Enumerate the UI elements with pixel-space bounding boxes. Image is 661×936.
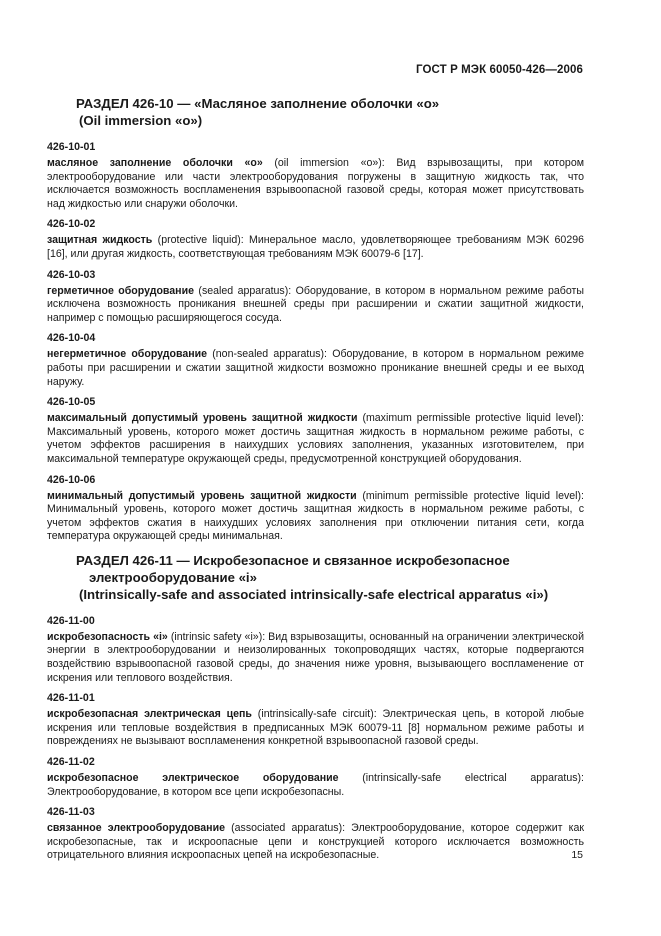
standard-header: ГОСТ Р МЭК 60050-426—2006 xyxy=(416,64,583,76)
term-definition xyxy=(47,348,584,389)
term-name: герметичное оборудование xyxy=(47,284,194,297)
term-definition xyxy=(47,412,584,466)
term-body: (intrinsic safety «i»): Вид взрывозащиты, основанный на ограничении электрической энергии в электрооборудовании и неизолированных токопроводящих частях, которые подвергаются воздействию взрывоопасной газовой среды, до значения ниже уровня, вызывающего воспламенение от искрения или теплового воздействия. xyxy=(47,630,584,684)
term-426-10-01 xyxy=(47,140,584,211)
term-definition xyxy=(47,490,584,544)
term-definition xyxy=(47,708,584,749)
term-name: минимальный допустимый уровень защитной жидкости xyxy=(47,489,357,502)
term-body: (intrinsically-safe electrical apparatus): Электрооборудование, в котором все цепи искробезопасны. xyxy=(47,772,584,798)
term-426-11-02 xyxy=(47,755,584,799)
term-definition xyxy=(47,772,584,799)
term-name: максимальный допустимый уровень защитной жидкости xyxy=(47,412,358,425)
term-body: (oil immersion «o»): Вид взрывозащиты, при котором электрооборудование или части электрооборудования погружены в защитную жидкость так, что исключается возможность воспламенения взрывоопасной газовой среды, которая может присутствовать над жидкостью или снаружи оболочки. xyxy=(47,157,584,210)
term-number: 426-10-06 xyxy=(47,473,96,486)
section-title-426-11 xyxy=(76,552,584,603)
term-body: (associated apparatus): Электрооборудование, которое содержит как искробезопасные, так и искроопасные цепи и конструкцией которого исключается возможность отрицательного влияния искроопасных цепей на искробезопасные. xyxy=(47,822,584,862)
term-number: 426-11-03 xyxy=(47,806,95,819)
term-name: искробезопасное электрическое оборудование xyxy=(47,772,339,785)
term-number: 426-10-03 xyxy=(47,268,96,281)
term-definition xyxy=(47,285,584,326)
term-426-10-04 xyxy=(47,331,584,389)
term-name: негерметичное оборудование xyxy=(47,348,208,361)
term-body: (maximum permissible protective liquid level): Максимальный уровень, которого может достичь защитная жидкость в нормальном режиме работы, с учетом эффектов расширения в наихудших условиях заполнения, указанных изготовителем, при максимальной температуре окружающей среды, предусмотренной конструкцией оборудования. xyxy=(47,412,584,465)
page-content xyxy=(47,95,584,869)
term-number: 426-11-02 xyxy=(47,756,95,769)
term-426-11-00 xyxy=(47,614,584,685)
term-426-11-03 xyxy=(47,805,584,863)
page-number: 15 xyxy=(571,849,583,861)
term-426-11-01 xyxy=(47,691,584,749)
term-name: масляное заполнение оболочки «о» xyxy=(47,157,263,169)
term-number: 426-11-00 xyxy=(47,614,95,627)
term-426-10-06 xyxy=(47,473,584,544)
term-name: связанное электрооборудование xyxy=(47,822,225,835)
section-title-line1: РАЗДЕЛ 426-10 — «Масляное заполнение оболочки «о» xyxy=(76,96,440,111)
term-number: 426-11-01 xyxy=(47,692,95,705)
term-definition xyxy=(47,157,584,211)
term-definition xyxy=(47,234,584,261)
term-definition xyxy=(47,822,584,863)
section-title-line2: электрооборудование «i» xyxy=(89,569,257,585)
section-title-426-10 xyxy=(76,95,584,129)
term-426-10-03 xyxy=(47,268,584,326)
term-name: защитная жидкость xyxy=(47,234,153,247)
term-body: (intrinsically-safe circuit): Электрическая цепь, в которой любые искрения или тепловые воздействия в предписанных МЭК 60079-11 [8] нормальном режиме работы и повреждениях не вызывают воспламенения конкретной взрывоопасной газовой среды. xyxy=(47,708,585,748)
term-426-10-02 xyxy=(47,217,584,261)
term-number: 426-10-05 xyxy=(47,396,96,409)
term-body: (protective liquid): Минеральное масло, удовлетворяющее требованиям МЭК 60296 [16], или другая жидкость, соответствующая требованиям МЭК 60079-6 [17]. xyxy=(47,234,584,260)
term-name: искробезопасная электрическая цепь xyxy=(47,708,252,721)
term-body: (sealed apparatus): Оборудование, в котором в нормальном режиме работы исключена возможность проникания внешней среды при расширении и сжатии защитной жидкости, например с помощью расширяющегося сосуда. xyxy=(47,284,584,324)
section-title-line1: РАЗДЕЛ 426-11 — Искробезопасное и связанное искробезопасное xyxy=(76,552,510,568)
section-title-line2: (Oil immersion «o») xyxy=(79,113,203,128)
term-body: (non-sealed apparatus): Оборудование, в котором в нормальном режиме работы при расширении и сжатии защитной жидкости возможно проникание внешней среды и ее выход наружу. xyxy=(47,348,584,388)
term-number: 426-10-02 xyxy=(47,218,96,231)
term-number: 426-10-01 xyxy=(47,141,96,153)
term-body: (minimum permissible protective liquid level): Минимальный уровень, которого может достичь защитная жидкость в нормальном режиме работы, с учетом эффектов сжатия в наихудших условиях заполнения при отключении питания сети, когда температура окружающей среды минимальная. xyxy=(47,489,584,543)
section-title-line3: (Intrinsically-safe and associated intrinsically-safe electrical apparatus «i») xyxy=(79,586,549,602)
term-definition xyxy=(47,631,584,685)
term-426-10-05 xyxy=(47,395,584,466)
term-name: искробезопасность «i» xyxy=(47,630,168,643)
term-number: 426-10-04 xyxy=(47,332,96,345)
